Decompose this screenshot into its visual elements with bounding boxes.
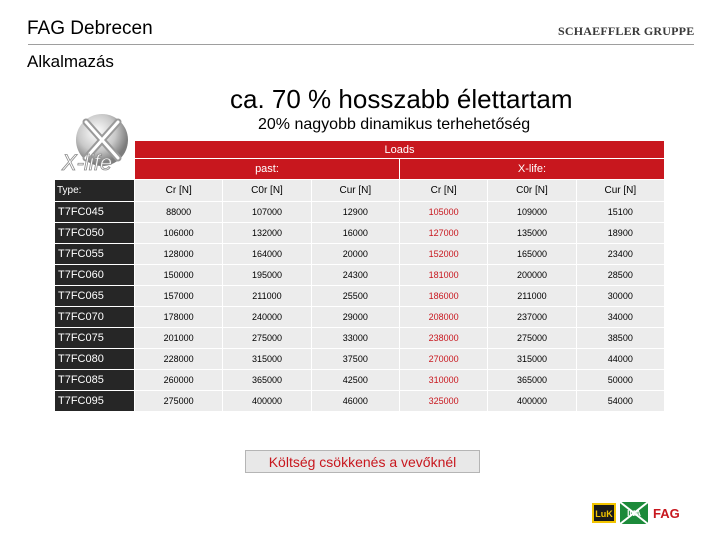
header-divider — [28, 44, 694, 45]
value-cell: 228000 — [135, 349, 223, 370]
column-header: Cur [N] — [311, 180, 399, 202]
value-cell: 54000 — [576, 391, 664, 412]
value-cell: 18900 — [576, 223, 664, 244]
value-cell: 135000 — [488, 223, 576, 244]
type-cell: T7FC060 — [55, 265, 135, 286]
value-cell: 164000 — [223, 244, 311, 265]
table-row — [55, 286, 665, 307]
table-row — [55, 244, 665, 265]
table-row — [55, 307, 665, 328]
value-cell: 365000 — [488, 370, 576, 391]
value-cell: 237000 — [488, 307, 576, 328]
luk-logo-icon — [592, 503, 616, 523]
value-cell: 365000 — [223, 370, 311, 391]
value-cell: 150000 — [135, 265, 223, 286]
subheadline: 20% nagyobb dinamikus terhehetőség — [258, 116, 531, 133]
value-cell: 25500 — [311, 286, 399, 307]
value-cell: 200000 — [488, 265, 576, 286]
value-cell: 181000 — [399, 265, 487, 286]
load-ratings-table — [54, 140, 665, 412]
ina-logo-icon — [620, 502, 648, 524]
value-cell: 260000 — [135, 370, 223, 391]
value-cell: 238000 — [399, 328, 487, 349]
value-cell: 201000 — [135, 328, 223, 349]
header-title: FAG Debrecen — [27, 18, 153, 39]
value-cell: 29000 — [311, 307, 399, 328]
value-cell: 127000 — [399, 223, 487, 244]
value-cell: 165000 — [488, 244, 576, 265]
type-cell: T7FC075 — [55, 328, 135, 349]
value-cell: 315000 — [223, 349, 311, 370]
value-cell: 105000 — [399, 202, 487, 223]
table-row — [55, 370, 665, 391]
value-cell: 106000 — [135, 223, 223, 244]
value-cell: 33000 — [311, 328, 399, 349]
value-cell: 186000 — [399, 286, 487, 307]
value-cell: 42500 — [311, 370, 399, 391]
value-cell: 195000 — [223, 265, 311, 286]
type-cell: T7FC050 — [55, 223, 135, 244]
type-column-header: Type: — [55, 180, 135, 202]
type-cell: T7FC055 — [55, 244, 135, 265]
column-header: C0r [N] — [488, 180, 576, 202]
xlife-header: X-life: — [399, 159, 664, 180]
type-cell: T7FC045 — [55, 202, 135, 223]
value-cell: 211000 — [223, 286, 311, 307]
value-cell: 275000 — [488, 328, 576, 349]
headline: ca. 70 % hosszabb élettartam — [230, 84, 573, 114]
value-cell: 88000 — [135, 202, 223, 223]
value-cell: 315000 — [488, 349, 576, 370]
luk-logo-text: LuK — [595, 509, 613, 519]
value-cell: 44000 — [576, 349, 664, 370]
type-cell: T7FC080 — [55, 349, 135, 370]
value-cell: 20000 — [311, 244, 399, 265]
column-header: Cr [N] — [399, 180, 487, 202]
value-cell: 132000 — [223, 223, 311, 244]
value-cell: 128000 — [135, 244, 223, 265]
value-cell: 28500 — [576, 265, 664, 286]
value-cell: 270000 — [399, 349, 487, 370]
column-header: C0r [N] — [223, 180, 311, 202]
table-row — [55, 328, 665, 349]
table-row — [55, 202, 665, 223]
table-row — [55, 223, 665, 244]
table-row — [55, 391, 665, 412]
value-cell: 107000 — [223, 202, 311, 223]
column-header: Cur [N] — [576, 180, 664, 202]
section-title: Alkalmazás — [27, 52, 114, 71]
xlife-logo-text: X-life — [62, 150, 113, 175]
value-cell: 12900 — [311, 202, 399, 223]
value-cell: 240000 — [223, 307, 311, 328]
column-header: Cr [N] — [135, 180, 223, 202]
type-cell: T7FC085 — [55, 370, 135, 391]
value-cell: 400000 — [223, 391, 311, 412]
type-cell: T7FC065 — [55, 286, 135, 307]
value-cell: 34000 — [576, 307, 664, 328]
value-cell: 16000 — [311, 223, 399, 244]
value-cell: 152000 — [399, 244, 487, 265]
type-cell: T7FC095 — [55, 391, 135, 412]
value-cell: 38500 — [576, 328, 664, 349]
fag-logo-icon: FAG — [653, 506, 680, 521]
value-cell: 325000 — [399, 391, 487, 412]
value-cell: 178000 — [135, 307, 223, 328]
value-cell: 208000 — [399, 307, 487, 328]
table-row — [55, 265, 665, 286]
value-cell: 24300 — [311, 265, 399, 286]
past-header: past: — [135, 159, 400, 180]
value-cell: 23400 — [576, 244, 664, 265]
value-cell: 157000 — [135, 286, 223, 307]
table-row — [55, 349, 665, 370]
value-cell: 109000 — [488, 202, 576, 223]
value-cell: 211000 — [488, 286, 576, 307]
value-cell: 46000 — [311, 391, 399, 412]
loads-header: Loads — [135, 141, 665, 159]
ina-logo-text: INA — [627, 509, 641, 518]
value-cell: 15100 — [576, 202, 664, 223]
footnote-box: Költség csökkenés a vevőknél — [245, 450, 480, 473]
value-cell: 275000 — [135, 391, 223, 412]
value-cell: 275000 — [223, 328, 311, 349]
value-cell: 30000 — [576, 286, 664, 307]
type-cell: T7FC070 — [55, 307, 135, 328]
value-cell: 400000 — [488, 391, 576, 412]
value-cell: 310000 — [399, 370, 487, 391]
footer-logos — [592, 501, 692, 525]
value-cell: 50000 — [576, 370, 664, 391]
brand-logo: SCHAEFFLER GRUPPE — [558, 24, 695, 38]
value-cell: 37500 — [311, 349, 399, 370]
